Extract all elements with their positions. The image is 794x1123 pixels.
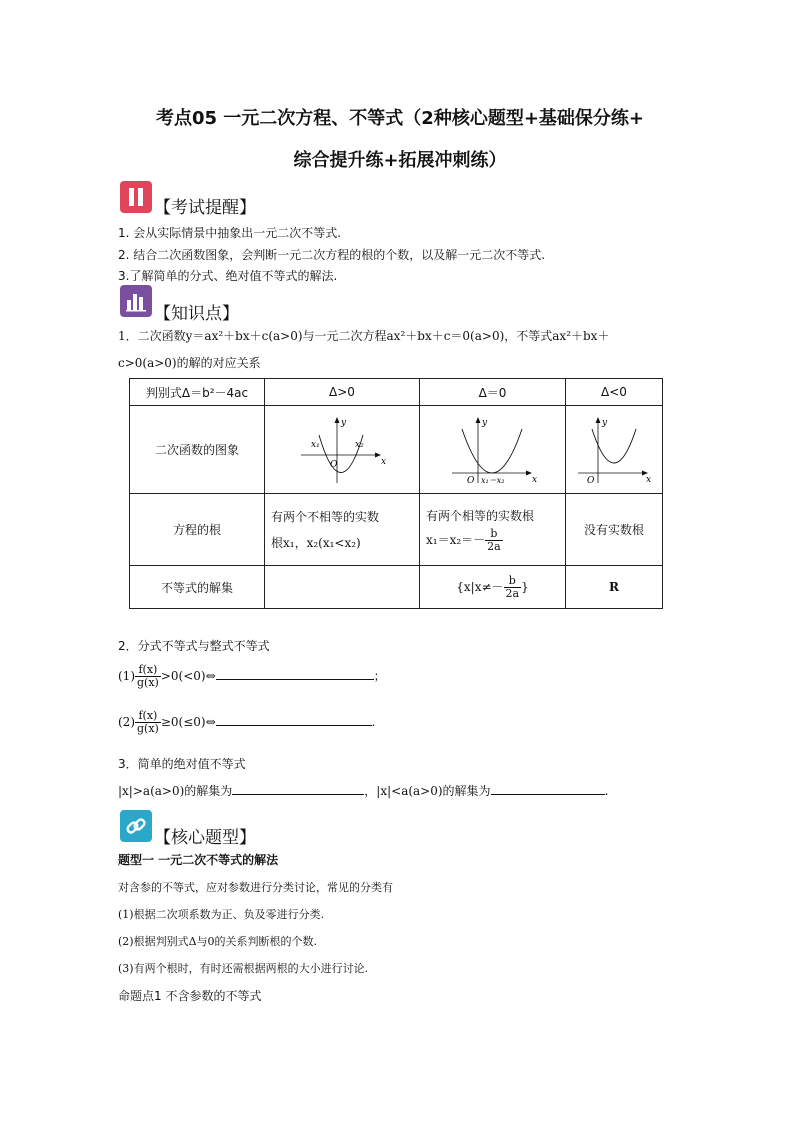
bar-chart-icon (120, 285, 152, 317)
svg-text:x: x (381, 456, 387, 467)
page-title-line1: 考点05 一元二次方程、不等式（2种核心题型+基础保分练+ (155, 108, 644, 129)
section-label-core: 【核心题型】 (154, 828, 256, 848)
graph-two-roots (265, 406, 420, 494)
svg-text:x: x (646, 474, 652, 485)
type1-line-2: (1)根据二次项系数为正、负及零进行分类. (118, 908, 325, 921)
svg-text:y: y (481, 417, 487, 428)
abs-inequality: |x|>a(a>0)的解集为 ，|x|<a(a>0)的解集为 . (118, 784, 609, 798)
discriminant-table (129, 378, 663, 609)
type1-title: 题型一 一元二次不等式的解法 (118, 853, 279, 867)
proposition-point-1: 命题点1 不含参数的不等式 (118, 989, 262, 1003)
graph-double-root (420, 406, 566, 494)
point2-title: 2．分式不等式与整式不等式 (118, 639, 270, 653)
table-header-zero: Δ＝0 (420, 379, 566, 406)
solution-double-root: {x|x≠－ $\frac{b}{2a}$ } (420, 566, 566, 609)
tip-item-1: 1. 会从实际情景中抽象出一元二次不等式. (118, 226, 342, 240)
point3-title: 3．简单的绝对值不等式 (118, 757, 246, 771)
svg-text:O: O (587, 475, 595, 485)
frac-inequality-2: (2) $\frac{f(x)}{g(x)}$ ≥0(≤0)⇔ . (118, 709, 376, 735)
tip-item-2: 2. 结合二次函数图象，会判断一元二次方程的根的个数，以及解一元二次不等式. (118, 248, 546, 262)
section-label-tips: 【考试提醒】 (154, 198, 256, 218)
svg-text:x₁＝x₂: x₁＝x₂ (480, 475, 504, 485)
row-label-solution: 不等式的解集 (130, 566, 265, 609)
pause-bars-icon (120, 181, 152, 213)
svg-text:y: y (602, 417, 608, 428)
type1-line-3: (2)根据判别式Δ与0的关系判断根的个数. (118, 935, 318, 948)
link-icon (120, 810, 152, 842)
type1-line-4: (3)有两个根时，有时还需根据两根的大小进行讨论. (118, 962, 369, 975)
page-title-line2: 综合提升练+拓展冲刺练） (293, 150, 507, 171)
roots-none: 没有实数根 (566, 494, 663, 566)
svg-text:x₁: x₁ (311, 439, 320, 450)
solution-two-roots (265, 566, 420, 609)
answer-blank[interactable] (216, 667, 374, 680)
graph-no-root (566, 406, 663, 494)
roots-double: 有两个相等的实数根 x₁＝x₂＝－ $\frac{b}{2a}$ (420, 494, 566, 566)
svg-text:x₂: x₂ (355, 439, 364, 450)
svg-text:O: O (466, 475, 474, 485)
point1-line2: c>0(a>0)的解的对应关系 (118, 356, 261, 370)
svg-text:x: x (531, 474, 537, 485)
table-header-discriminant: 判别式Δ＝b²－4ac (130, 379, 265, 406)
svg-text:O: O (330, 459, 338, 470)
type1-line-1: 对含参的不等式，应对参数进行分类讨论，常见的分类有 (118, 881, 393, 894)
frac-inequality-1: (1) $\frac{f(x)}{g(x)}$ >0(<0)⇔ ； (118, 663, 386, 689)
section-label-knowledge: 【知识点】 (154, 304, 239, 324)
solution-no-root: R (566, 566, 663, 609)
table-header-negative: Δ<0 (566, 379, 663, 406)
answer-blank[interactable] (216, 713, 372, 726)
answer-blank[interactable] (491, 782, 605, 795)
tip-item-3: 3.了解简单的分式、绝对值不等式的解法. (118, 269, 338, 283)
point1-line1: 1．二次函数y＝ax²＋bx＋c(a>0)与一元二次方程ax²＋bx＋c＝0(a>0)，不等式ax²＋bx＋ (118, 329, 610, 343)
roots-two-distinct: 有两个不相等的实数 根x₁，x₂(x₁<x₂) (265, 494, 420, 566)
row-label-roots: 方程的根 (130, 494, 265, 566)
table-header-positive: Δ>0 (265, 379, 420, 406)
row-label-graph: 二次函数的图象 (130, 406, 265, 494)
svg-text:y: y (341, 417, 347, 428)
answer-blank[interactable] (232, 782, 364, 795)
